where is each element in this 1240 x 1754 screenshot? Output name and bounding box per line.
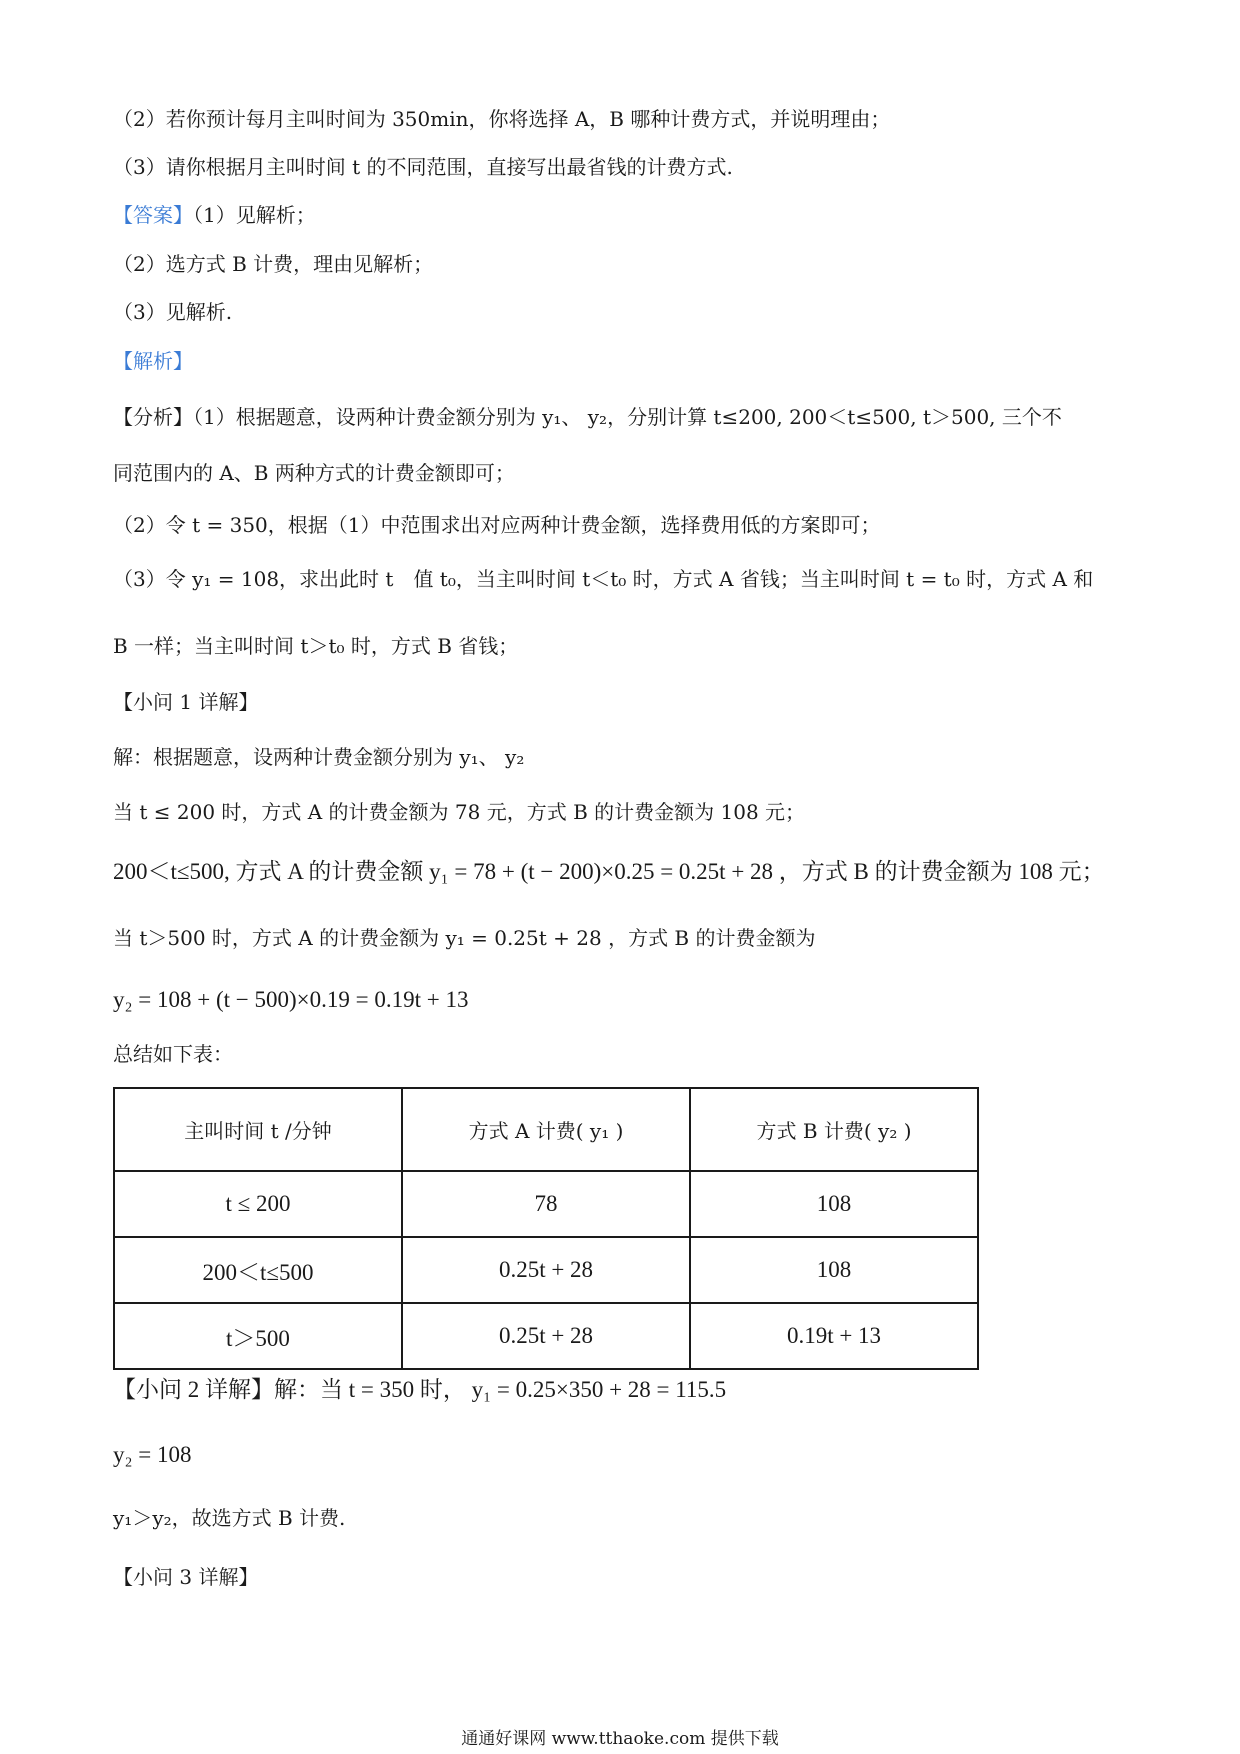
sub-question-1-formula: y₂ = 108 + (t − 500)×0.19 = 0.19t + 13	[113, 987, 469, 1012]
answer-tag: 【答案】	[113, 203, 193, 227]
table-header-row	[114, 1088, 978, 1171]
table-cell: 0.25t + 28	[402, 1303, 690, 1369]
sub-question-1-heading: 【小问 1 详解】	[113, 690, 259, 714]
sub-question-3-heading: 【小问 3 详解】	[113, 1565, 259, 1589]
sub-question-1-case-1: 当 t ≤ 200 时，方式 A 的计费金额为 78 元，方式 B 的计费金额为 108 元；	[113, 800, 806, 824]
table-cell: 0.25t + 28	[402, 1237, 690, 1303]
sub-question-2-conclusion: y₁＞y₂，故选方式 B 计费.	[113, 1506, 346, 1530]
sub-question-1-case-2: 200＜t≤500, 方式 A 的计费金额 y₁ = 78 + (t − 200)×0.25 = 0.25t + 28 ，方式 B 的计费金额为 108 元；	[113, 859, 1105, 884]
table-cell: 200＜t≤500	[114, 1237, 402, 1303]
sub-question-1-case-3: 当 t＞500 时，方式 A 的计费金额为 y₁ = 0.25t + 28 ，方式 B 的计费金额为	[113, 926, 816, 950]
table-header-cell: 方式 A 计费( y₁ )	[402, 1088, 690, 1171]
analysis-head: 【分析】（1）根据题意，设两种计费金额分别为 y₁、 y₂，分别计算 t≤200, 200＜t≤500, t＞500, 三个不	[113, 405, 1062, 429]
analysis-2: （2）令 t = 350，根据（1）中范围求出对应两种计费金额，选择费用低的方案即可；	[113, 513, 881, 537]
question-2-text: （2）若你预计每月主叫时间为 350min，你将选择 A，B 哪种计费方式，并说明理由；	[113, 107, 891, 131]
answer-2-text: （2）选方式 B 计费，理由见解析；	[113, 252, 434, 276]
answer-3-text: （3）见解析.	[113, 300, 233, 324]
analysis-3: （3）令 y₁ = 108，求出此时 t 值 t₀，当主叫时间 t＜t₀ 时，方式 A 省钱；当主叫时间 t = t₀ 时，方式 A 和	[113, 567, 1094, 591]
analysis-continuation: 同范围内的 A、B 两种方式的计费金额即可；	[113, 461, 515, 485]
table-row	[114, 1303, 978, 1369]
analysis-3-continuation: B 一样；当主叫时间 t＞t₀ 时，方式 B 省钱；	[113, 634, 519, 658]
table-cell: 108	[690, 1171, 978, 1237]
table-cell: 0.19t + 13	[690, 1303, 978, 1369]
table-cell: 108	[690, 1237, 978, 1303]
answer-1-text: （1）见解析；	[193, 203, 316, 227]
table-cell: t＞500	[114, 1303, 402, 1369]
table-row	[114, 1171, 978, 1237]
sub-question-2-y2: y₂ = 108	[113, 1442, 192, 1467]
analysis-tag: 【解析】	[113, 349, 193, 373]
table-header-cell: 主叫时间 t /分钟	[114, 1088, 402, 1171]
footer-credit: 通通好课网 www.tthaoke.com 提供下载	[461, 1729, 779, 1749]
table-cell: t ≤ 200	[114, 1171, 402, 1237]
summary-caption: 总结如下表：	[113, 1042, 233, 1066]
table-cell: 78	[402, 1171, 690, 1237]
question-3-text: （3）请你根据月主叫时间 t 的不同范围，直接写出最省钱的计费方式.	[113, 155, 733, 179]
sub-question-2-heading: 【小问 2 详解】解：当 t = 350 时， y₁ = 0.25×350 + 28 = 115.5	[113, 1377, 727, 1402]
sub-question-1-intro: 解：根据题意，设两种计费金额分别为 y₁、 y₂	[113, 745, 525, 769]
table-row	[114, 1237, 978, 1303]
table-header-cell: 方式 B 计费( y₂ )	[690, 1088, 978, 1171]
answer-line-1	[113, 200, 1140, 230]
billing-summary-table	[113, 1087, 979, 1370]
